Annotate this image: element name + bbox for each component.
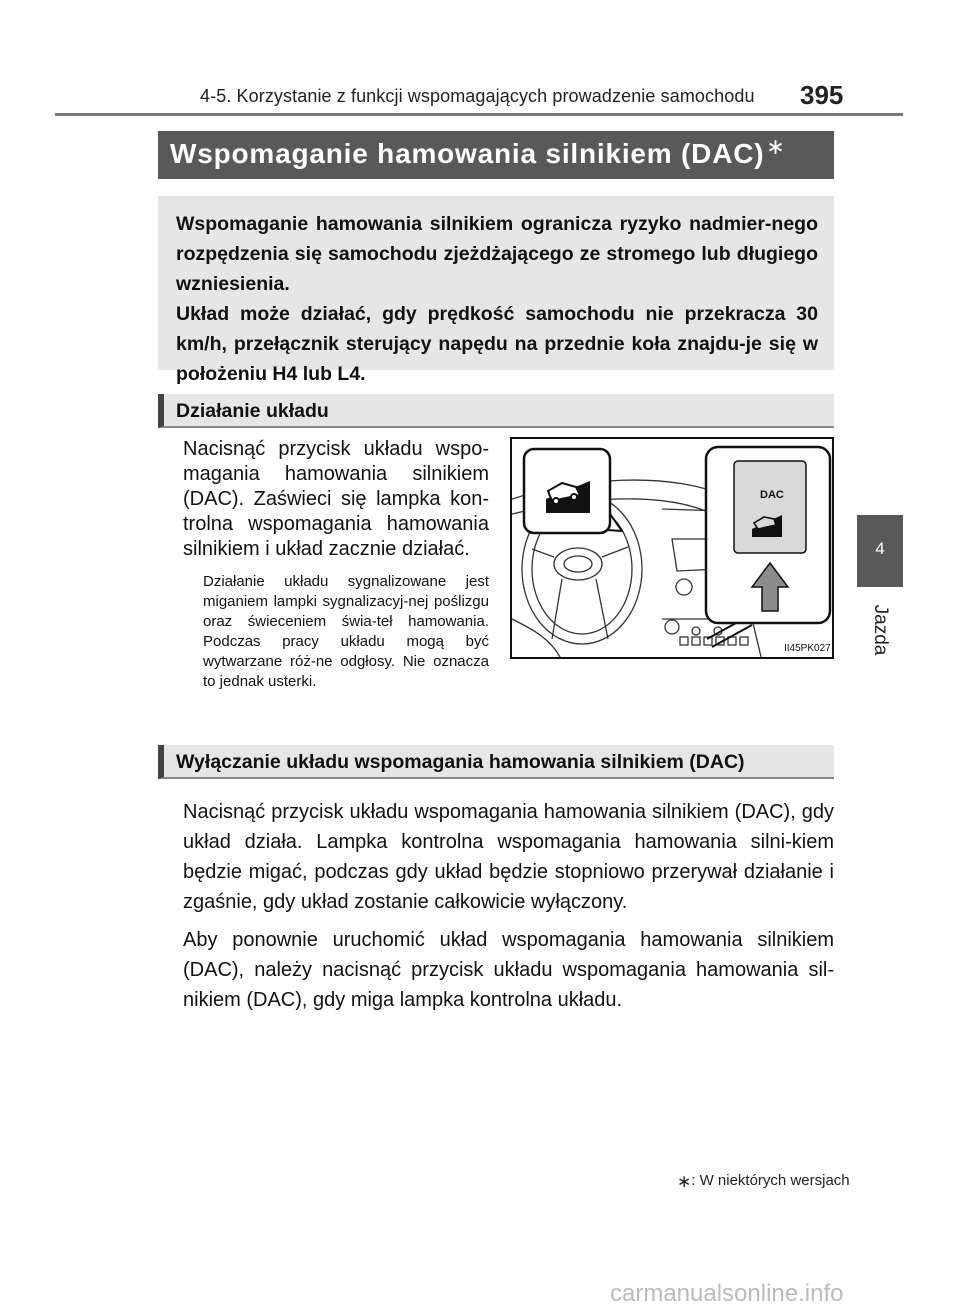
- section-title: 4-5. Korzystanie z funkcji wspomagających prowadzenie samochodu: [200, 86, 755, 106]
- chapter-label: Jazda: [870, 604, 891, 656]
- dac-button: [734, 461, 806, 553]
- figure-code: II45PK027: [784, 643, 831, 654]
- disable-text: [183, 797, 834, 1023]
- dac-figure: [510, 437, 834, 659]
- operation-main-text: Nacisnąć przycisk układu wspo-magania hamowania silnikiem (DAC). Zaświeci się lampka kon-trolna wspomagania hamowania silnikiem i układ zacznie działać.: [183, 438, 489, 560]
- header-rule: [55, 113, 903, 116]
- chapter-number: 4: [875, 539, 885, 558]
- intro-box: [158, 196, 834, 385]
- dashboard-illustration: [512, 439, 834, 659]
- operation-note-text: Działanie układu sygnalizowane jest miganiem lampki sygnalizacyj-nej poślizgu oraz świeceniem świa-teł hamowania. Podczas pracy układu mogą być wytwarzane róż-ne odgłosy. Nie oznacza to jednak usterki.: [203, 573, 489, 690]
- footnote: [677, 1172, 850, 1192]
- section-heading-disable: Wyłączanie układu wspomagania hamowania silnikiem (DAC): [158, 745, 834, 779]
- dac-button-label: DAC: [760, 489, 784, 501]
- chapter-label-box: [862, 600, 898, 660]
- page-title: Wspomaganie hamowania silnikiem (DAC)∗: [170, 134, 786, 169]
- operation-text: [183, 437, 489, 692]
- page-number: 395: [800, 80, 844, 110]
- disable-paragraph-2: Aby ponownie uruchomić układ wspomagania hamowania silnikiem (DAC), należy nacisnąć przycisk układu wspomagania hamowania sil-nikiem (DAC), gdy miga lampka kontrolna układu.: [183, 929, 834, 1011]
- intro-text: Wspomaganie hamowania silnikiem ogranicza ryzyko nadmier-nego rozpędzenia się samochodu zjeżdżającego ze stromego lub długiego wzniesienia.: [176, 213, 818, 295]
- intro-text-2: Układ może działać, gdy prędkość samochodu nie przekracza 30 km/h, przełącznik sterujący napędu na przednie koła znajdu-je się w położeniu H4 lub L4.: [176, 303, 818, 385]
- page-title-bar: [158, 131, 834, 179]
- page-header: [0, 0, 960, 115]
- title-asterisk: ∗: [766, 134, 786, 159]
- section-heading-operation: Działanie układu: [158, 394, 834, 428]
- footnote-text: : W niektórych wersjach: [691, 1172, 850, 1189]
- footnote-asterisk: ∗: [677, 1172, 692, 1191]
- disable-paragraph-1: Nacisnąć przycisk układu wspomagania hamowania silnikiem (DAC), gdy układ działa. Lampka kontrolna wspomagania hamowania silni-kiem będzie migać, podczas gdy układ będzie stopniowo przerywał działanie i zgaśnie, gdy układ zostanie całkowicie wyłączony.: [183, 801, 834, 913]
- watermark: carmanualsonline.info: [610, 1280, 844, 1307]
- chapter-tab[interactable]: [857, 515, 903, 587]
